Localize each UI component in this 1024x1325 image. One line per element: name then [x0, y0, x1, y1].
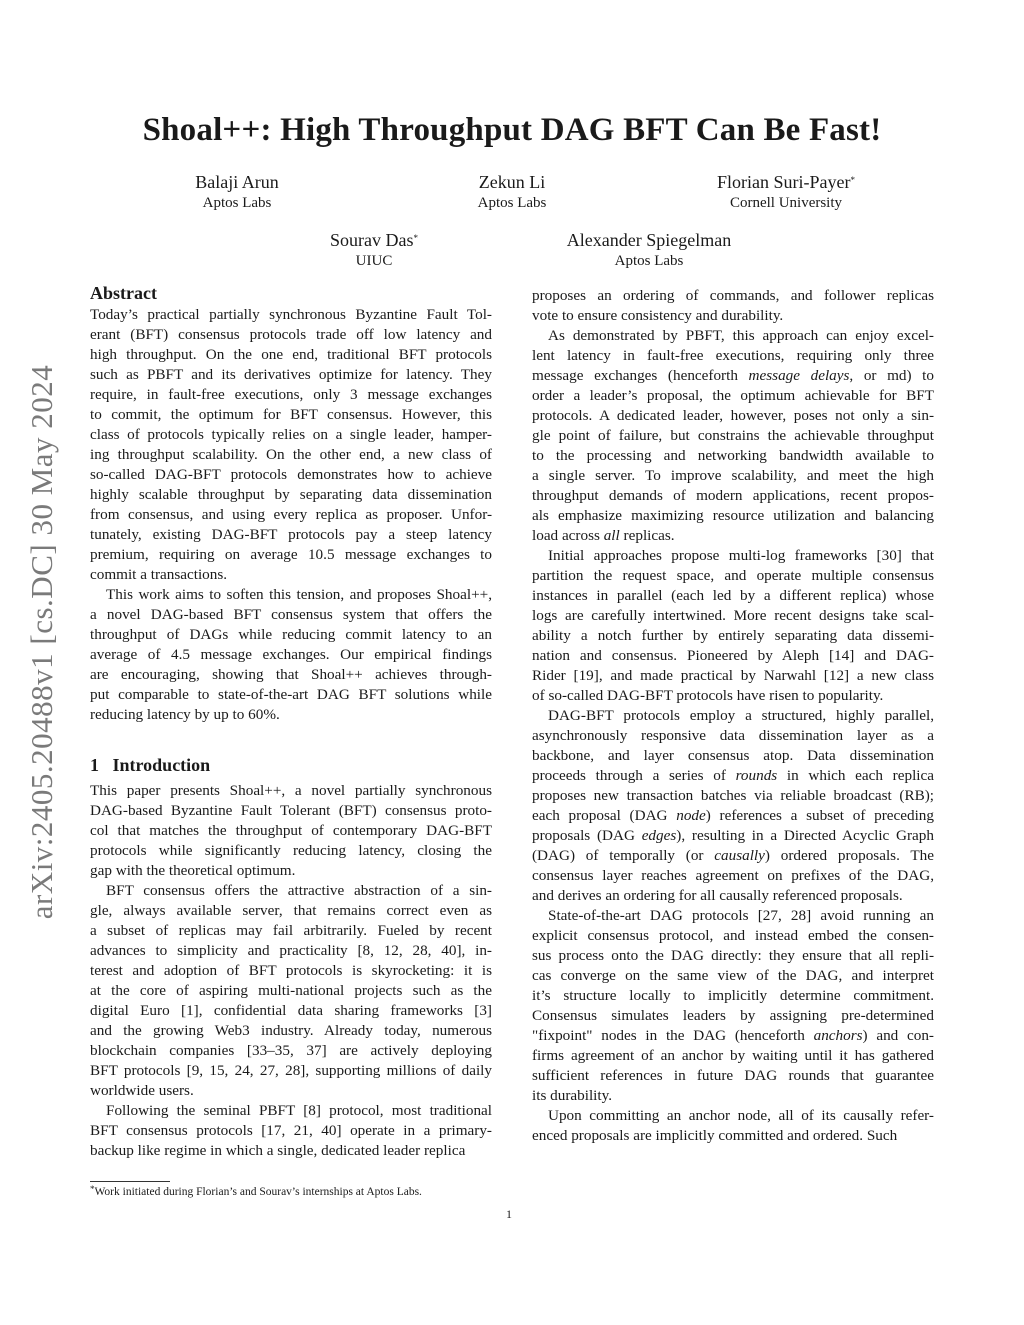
text-line: proposes new transaction batches via reliable broadcast (RB); — [532, 787, 934, 804]
text-line: Following the seminal PBFT [8] protocol, most traditional — [106, 1102, 492, 1119]
text-segment: ), resulting in a Directed Acyclic Graph — [676, 827, 934, 844]
text-segment: load across — [532, 527, 604, 544]
emphasis-text: anchors — [813, 1027, 863, 1044]
footnote-mark[interactable]: * — [413, 233, 418, 243]
text-line: BFT consensus offers the attractive abstraction of a sin- — [106, 882, 492, 899]
text-line: explicit consensus protocol, and instead embed the consen- — [532, 927, 934, 944]
text-line: advances to simplicity and practicality [8, 12, 28, 40], in- — [90, 942, 492, 959]
text-segment: replicas. — [619, 527, 675, 544]
author-affiliation: UIUC — [355, 253, 393, 269]
text-line: order a leader’s proposal, the optimum achievable for BFT — [532, 387, 934, 404]
text-line: put comparable to state-of-the-art DAG BFT solutions while — [90, 686, 492, 703]
text-line: it’s structure locally to implicitly determine commitment. — [532, 987, 934, 1004]
text-line: average of 4.5 message exchanges. Our empirical findings — [90, 646, 492, 663]
text-line: State-of-the-art DAG protocols [27, 28] avoid running an — [548, 907, 934, 924]
emphasis-text: edges — [641, 827, 677, 844]
text-line: so-called DAG-BFT protocols demonstrates how to achieve — [90, 466, 492, 483]
text-line: instances in parallel (each led by a different replica) whose — [532, 587, 934, 604]
section-number: 1 — [90, 755, 99, 775]
author-block — [244, 229, 504, 271]
emphasis-text: causally — [714, 847, 765, 864]
text-line: throughput demands of modern applications, recent propos- — [532, 487, 934, 504]
text-line — [532, 806, 934, 826]
text-line — [532, 846, 934, 866]
text-line — [532, 526, 934, 546]
arxiv-stamp: arXiv:2405.20488v1 [cs.DC] 30 May 2024 — [24, 364, 59, 920]
text-line: protocols while significantly reducing latency, closing the — [90, 842, 492, 859]
section-heading-introduction — [90, 755, 210, 776]
text-line: Initial approaches propose multi-log frameworks [30] that — [548, 547, 934, 564]
text-line: erant (BFT) consensus protocols trade off low latency and — [90, 326, 492, 343]
right-column-body — [532, 286, 934, 1146]
text-line: partition the request space, and operate multiple consensus — [532, 567, 934, 584]
text-line: gle, always available server, that remains correct even as — [90, 902, 492, 919]
footnote-mark[interactable]: * — [850, 175, 855, 185]
text-line: enced proposals are implicitly committed and ordered. Such — [532, 1127, 898, 1144]
text-line: its durability. — [532, 1087, 613, 1104]
text-line: This paper presents Shoal++, a novel partially synchronous — [90, 782, 492, 799]
text-line: at the core of aspiring multi-national projects such as the — [90, 982, 492, 999]
text-line: Consensus simulates leaders by assigning pre-determined — [532, 1007, 934, 1024]
text-line: nation and consensus. Pioneered by Aleph [14] and DAG- — [532, 647, 934, 664]
author-name: Zekun Li — [478, 172, 546, 192]
author-name: Balaji Arun — [195, 172, 279, 192]
text-line: Today’s practical partially synchronous Byzantine Fault Tol- — [90, 306, 492, 323]
introduction-body — [90, 781, 492, 1161]
text-line: asynchronously responsive data dissemination layer as a — [532, 727, 934, 744]
text-line: cas converge on the same view of the DAG, and interpret — [532, 967, 934, 984]
emphasis-text: rounds — [735, 767, 778, 784]
text-line: logs are carefully intertwined. More recent designs take scal- — [532, 607, 934, 624]
text-line: a subset of replicas may fail arbitrarily. Fueled by recent — [90, 922, 492, 939]
text-line — [532, 366, 934, 386]
text-line: and derives an ordering for all causally referenced proposals. — [532, 887, 903, 904]
section-title: Introduction — [112, 755, 211, 775]
text-segment: (DAG) of temporally (or — [532, 847, 715, 864]
text-segment: , or md) to — [849, 367, 934, 384]
footnote-text: Work initiated during Florian’s and Sourav’s internships at Aptos Labs. — [94, 1186, 422, 1198]
text-line: ing throughput scalability. On the other end, a new class of — [90, 446, 492, 463]
text-line: col that matches the throughput of contemporary DAG-BFT — [90, 822, 492, 839]
text-line: firms agreement of an anchor by waiting until it has gathered — [532, 1047, 934, 1064]
text-line: sufficient references in future DAG rounds that guarantee — [532, 1067, 934, 1084]
text-line: backup like regime in which a single, dedicated leader replica — [90, 1142, 466, 1159]
text-line — [532, 766, 934, 786]
text-line: tunately, existing DAG-BFT protocols pay a steep latency — [90, 526, 492, 543]
text-line: terest and adoption of BFT protocols is skyrocketing: it is — [90, 962, 492, 979]
text-line: worldwide users. — [90, 1082, 194, 1099]
text-line: BFT protocols [9, 15, 24, 27, 28], supporting millions of daily — [90, 1062, 492, 1079]
text-line: As demonstrated by PBFT, this approach can enjoy excel- — [548, 327, 934, 344]
footnote — [90, 1186, 422, 1198]
footnote-divider — [90, 1181, 170, 1182]
text-segment: ) references a subset of preceding — [705, 807, 934, 824]
text-segment: each proposal (DAG — [532, 807, 677, 824]
text-line: proposes an ordering of commands, and follower replicas — [532, 287, 934, 304]
text-segment: ) and con- — [862, 1027, 934, 1044]
text-line: BFT consensus protocols [17, 21, 40] operate in a primary- — [90, 1122, 492, 1139]
text-line: such as PBFT and its derivatives optimize for latency. They — [90, 366, 492, 383]
text-line: class of protocols typically relies on a single leader, hamper- — [90, 426, 492, 443]
text-segment: "fixpoint" nodes in the DAG (henceforth — [532, 1027, 814, 1044]
page-number: 1 — [506, 1207, 512, 1221]
text-line: a novel DAG-based BFT consensus system that offers the — [90, 606, 492, 623]
text-line: blockchain companies [33–35, 37] are actively deploying — [90, 1042, 492, 1059]
text-line: DAG-based Byzantine Fault Tolerant (BFT) consensus proto- — [90, 802, 492, 819]
author-name: Alexander Spiegelman — [566, 230, 732, 250]
text-line: are encouraging, showing that Shoal++ achieves through- — [90, 666, 492, 683]
text-line: consensus layer reaches agreement on prefixes of the DAG, — [532, 867, 934, 884]
abstract-body — [90, 305, 492, 725]
emphasis-text: message delays — [748, 367, 850, 384]
text-line: DAG-BFT protocols employ a structured, highly parallel, — [548, 707, 934, 724]
author-block — [107, 171, 367, 213]
text-line: commit a transactions. — [90, 566, 228, 583]
text-line: als emphasize maximizing resource utilization and balancing — [532, 507, 934, 524]
text-segment: proceeds through a series of — [532, 767, 736, 784]
text-line: premium, requiring on average 10.5 message exchanges to — [90, 546, 492, 563]
text-line — [532, 826, 934, 846]
author-affiliation: Aptos Labs — [614, 253, 684, 269]
author-affiliation: Aptos Labs — [477, 195, 547, 211]
text-line: lent latency in fault-free executions, requiring only three — [532, 347, 934, 364]
text-line: highly scalable throughput by separating data dissemination — [90, 486, 492, 503]
text-line: Rider [19], and made practical by Narwahl [12] a new class — [532, 667, 934, 684]
text-line: of so-called DAG-BFT protocols have risen to popularity. — [532, 687, 884, 704]
emphasis-text: all — [603, 527, 620, 544]
text-line: ability a notch further by entirely separating data dissemi- — [532, 627, 934, 644]
author-affiliation: Aptos Labs — [202, 195, 272, 211]
text-line: throughput of DAGs while reducing commit latency to an — [90, 626, 492, 643]
text-line: This work aims to soften this tension, and proposes Shoal++, — [106, 586, 492, 603]
author-name: Florian Suri-Payer — [717, 172, 851, 192]
text-line: sus process onto the DAG directly: they ensure that all repli- — [532, 947, 934, 964]
text-line: require, in fault-free executions, only 3 message exchanges — [90, 386, 492, 403]
footnote-mark: * — [90, 1184, 95, 1194]
author-affiliation: Cornell University — [729, 195, 843, 211]
text-line: digital Euro [1], confidential data sharing frameworks [3] — [90, 1002, 492, 1019]
text-line: gle point of failure, but constrains the achievable throughput — [532, 427, 934, 444]
text-segment: in which each replica — [777, 767, 934, 784]
text-line: reducing latency by up to 60%. — [90, 706, 280, 723]
text-line: backbone, and layer consensus atop. Data dissemination — [532, 747, 934, 764]
paper-title: Shoal++: High Throughput DAG BFT Can Be Fast! — [142, 112, 882, 148]
author-block — [382, 171, 642, 213]
abstract-heading: Abstract — [90, 283, 157, 303]
text-segment: message exchanges (henceforth — [532, 367, 749, 384]
emphasis-text: node — [676, 807, 706, 824]
author-name: Sourav Das — [330, 230, 414, 250]
text-line: to the processing and networking bandwidth available to — [532, 447, 934, 464]
author-block — [519, 229, 779, 271]
text-segment: proposals (DAG — [532, 827, 642, 844]
author-block — [656, 171, 916, 213]
text-line: high throughput. On the one end, traditional BFT protocols — [90, 346, 492, 363]
text-line: Upon committing an anchor node, all of its causally refer- — [548, 1107, 934, 1124]
text-line: and the growing Web3 industry. Already today, numerous — [90, 1022, 492, 1039]
text-line — [532, 1026, 934, 1046]
text-segment: ) ordered proposals. The — [764, 847, 934, 864]
text-line: a single server. To improve scalability, and meet the high — [532, 467, 934, 484]
text-line: to commit, the optimum for BFT consensus. However, this — [90, 406, 492, 423]
text-line: from consensus, and using every replica as proposer. Unfor- — [90, 506, 492, 523]
text-line: vote to ensure consistency and durability. — [532, 307, 784, 324]
text-line: protocols. A dedicated leader, however, poses not only a sin- — [532, 407, 934, 424]
text-line: gap with the theoretical optimum. — [90, 862, 296, 879]
